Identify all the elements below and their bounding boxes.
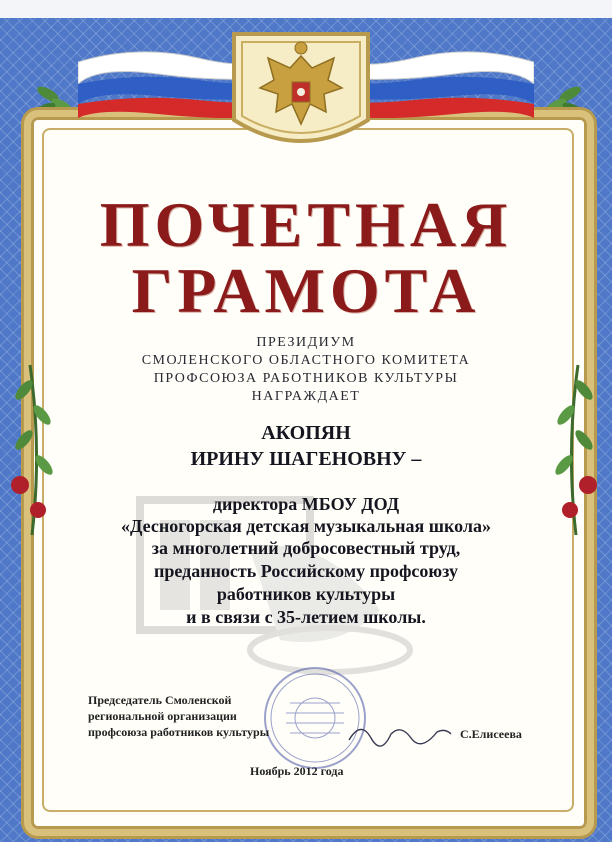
recipient-surname: АКОПЯН xyxy=(261,422,351,444)
handwritten-signature-icon xyxy=(345,714,455,754)
signatory-title-line: профсоюза работников культуры xyxy=(88,725,270,739)
issuer-line: НАГРАЖДАЕТ xyxy=(251,389,361,404)
citation-line: за многолетний добросовестный труд, xyxy=(151,538,461,558)
issue-date: Ноябрь 2012 года xyxy=(250,764,344,778)
citation-line: преданность Российскому профсоюзу xyxy=(153,561,459,581)
russian-coat-of-arms-icon xyxy=(230,28,372,156)
issuer-line: ПРОФСОЮЗА РАБОТНИКОВ КУЛЬТУРЫ xyxy=(153,371,459,386)
signatory-title-line: региональной организации xyxy=(88,709,237,723)
issuer-line: ПРЕЗИДИУМ xyxy=(256,335,356,350)
signatory-title-line: Председатель Смоленской xyxy=(88,693,232,707)
recipient-name: ИРИНУ ШАГЕНОВНУ – xyxy=(190,448,422,470)
signatory-name: С.Елисеева xyxy=(460,727,522,741)
citation-line: «Десногорская детская музыкальная школа» xyxy=(121,516,491,536)
issuer-line: СМОЛЕНСКОГО ОБЛАСТНОГО КОМИТЕТА xyxy=(141,353,471,368)
citation-line: и в связи с 35-летием школы. xyxy=(186,607,426,627)
certificate-title-line2: ГРАМОТА xyxy=(131,255,481,326)
citation-line: работников культуры xyxy=(216,584,396,604)
certificate-title-line1: ПОЧЕТНАЯ xyxy=(99,189,513,260)
citation-line: директора МБОУ ДОД xyxy=(212,494,400,514)
